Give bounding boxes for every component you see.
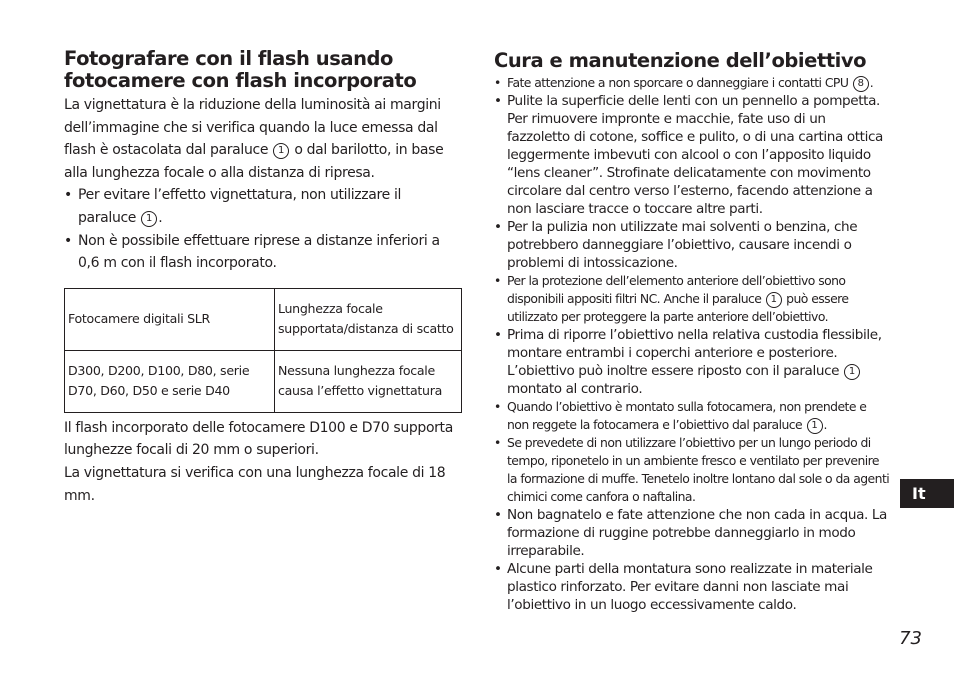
bullet-icon: • xyxy=(494,561,502,577)
flash-section-heading: Fotografare con il flash usando fotocamere con flash incorporato xyxy=(64,47,417,92)
care-bullet-list xyxy=(494,74,890,614)
flash-bullet-list xyxy=(64,184,462,274)
list-item: • Pulite la superficie delle lenti con un pennello a pompetta. Per rimuovere impronte e macchie, fate uso di un fazzoletto di cotone, soffice e pulito, o di una cartina ottica leggermente imbevuti con alcool o con l’apposito liquido “lens cleaner”. Strofinate delicatamente con movimento circolare dal centro verso l’esterno, facendo attenzione a non lasciare tracce o toccare altre parti. xyxy=(494,93,883,217)
list-item: • Per la pulizia non utilizzate mai solventi o benzina, che potrebbero danneggiare l’obiettivo, causare incendi o problemi di intossicazione. xyxy=(494,219,858,271)
lens-hood-callout-marker: 1 xyxy=(807,418,823,434)
list-item: • Quando l’obiettivo è montato sulla fotocamera, non prendete e non reggete la fotocamera e l’obiettivo dal paraluce 1 . xyxy=(494,399,867,432)
list-item: • Non è possibile effettuare riprese a distanze inferiori a 0,6 m con il flash incorporato. xyxy=(64,230,462,275)
table-header-cell-focal: Lunghezza focale supportata/distanza di scatto xyxy=(275,288,462,350)
flash-note-2: La vignettatura si verifica con una lunghezza focale di 18 mm. xyxy=(64,464,446,504)
list-item: • Non bagnatelo e fate attenzione che non cada in acqua. La formazione di ruggine potrebbe danneggiarlo in modo irreparabile. xyxy=(494,507,887,559)
vignetting-intro xyxy=(64,94,462,184)
bullet-icon: • xyxy=(494,273,501,288)
lens-hood-callout-marker: 1 xyxy=(141,211,157,227)
table-header-cell-camera: Fotocamere digitali SLR xyxy=(65,288,275,350)
intro-text-pre: La vignettatura è la riduzione della luminosità ai margini dell’immagine che si verifica quando la luce emessa dal flash è ostacolata dal paraluce xyxy=(64,97,441,159)
cpu-contacts-callout-marker: 8 xyxy=(853,76,869,92)
left-column xyxy=(64,48,462,507)
bullet-icon: • xyxy=(64,232,72,249)
table-cell-cameras: D300, D200, D100, D80, serie D70, D60, D50 e serie D40 xyxy=(65,350,275,412)
care-section-heading: Cura e manutenzione dell’obiettivo xyxy=(494,49,867,72)
vignetting-table xyxy=(64,288,462,413)
table-row xyxy=(65,350,462,412)
bullet-icon: • xyxy=(494,327,502,343)
page-number: 73 xyxy=(899,628,922,649)
bullet-icon: • xyxy=(494,507,502,523)
lens-hood-callout-marker: 1 xyxy=(273,143,289,159)
flash-note-1: Il flash incorporato delle fotocamere D100 e D70 supporta lunghezze focali di 20 mm o superiori. xyxy=(64,419,453,459)
list-item: • Alcune parti della montatura sono realizzate in materiale plastico rinforzato. Per evitare danni non lasciate mai l’obiettivo in un luogo eccessivamente caldo. xyxy=(494,561,873,613)
list-item: • Prima di riporre l’obiettivo nella relativa custodia flessibile, montare entrambi i coperchi anteriore e posteriore. L’obiettivo può inoltre essere riposto con il paraluce 1 montato al contrario. xyxy=(494,327,882,397)
lens-hood-callout-marker: 1 xyxy=(766,292,782,308)
lens-hood-callout-marker: 1 xyxy=(844,364,860,380)
bullet-icon: • xyxy=(494,75,501,90)
list-item: • Se prevedete di non utilizzare l’obiettivo per un lungo periodo di tempo, riponetelo in un ambiente fresco e ventilato per prevenire la formazione di muffe. Tenetelo inoltre lontano dal sole o da agenti chimici come canfora o naftalina. xyxy=(494,435,890,504)
table-cell-result: Nessuna lunghezza focale causa l’effetto vignettatura xyxy=(275,350,462,412)
bullet-icon: • xyxy=(494,219,502,235)
bullet-icon: • xyxy=(64,187,72,204)
intro-text-post: o dal barilotto, in base alla lunghezza focale o alla distanza di ripresa. xyxy=(64,142,444,181)
table-header-row xyxy=(65,288,462,350)
bullet-icon: • xyxy=(494,435,501,450)
bullet-icon: • xyxy=(494,93,502,109)
bullet-icon: • xyxy=(494,399,501,414)
list-item: • Fate attenzione a non sporcare o danneggiare i contatti CPU 8 . xyxy=(494,75,874,90)
list-item: • Per evitare l’effetto vignettatura, non utilizzare il paraluce 1 . xyxy=(64,184,462,229)
list-item: • Per la protezione dell’elemento anteriore dell’obiettivo sono disponibili appositi filtri NC. Anche il paraluce 1 può essere utilizzato per proteggere la parte anteriore dell’obiettivo. xyxy=(494,273,849,324)
language-tab: It xyxy=(900,479,954,508)
right-column xyxy=(494,48,890,614)
